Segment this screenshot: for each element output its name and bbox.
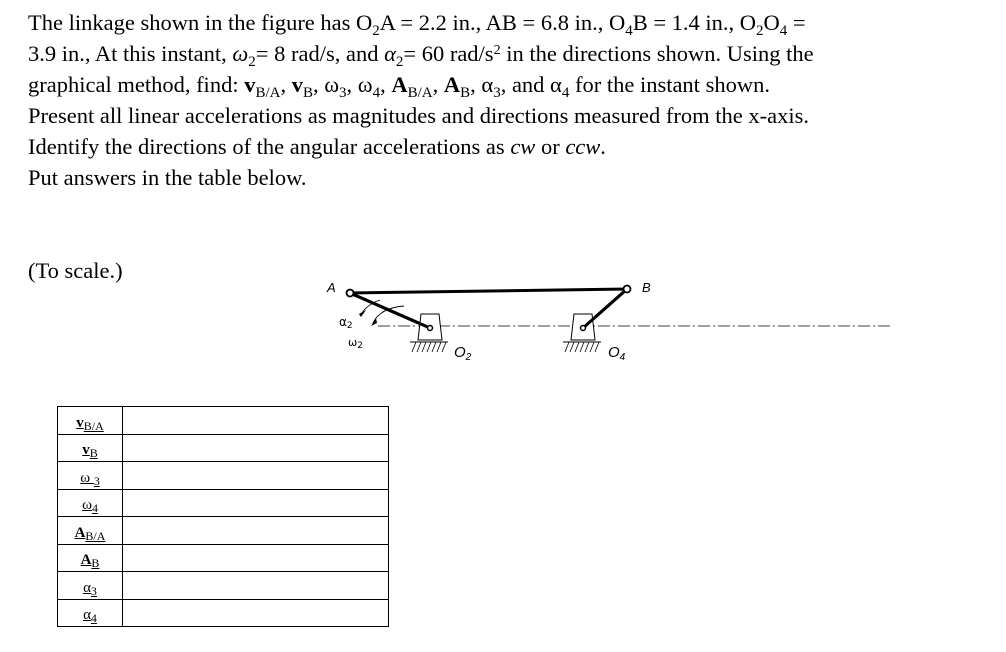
table-row (58, 544, 389, 572)
link-ab (350, 289, 627, 293)
answer-cell[interactable] (123, 489, 389, 517)
pin-o4 (581, 326, 586, 331)
text-segment: ω (232, 41, 249, 66)
text-segment: B (460, 85, 471, 101)
text-segment: , and α (500, 72, 562, 97)
text-segment: = 8 rad/s, and (255, 41, 385, 66)
text-segment: or (535, 134, 566, 159)
text-segment: , (432, 72, 444, 97)
pin-a (347, 290, 354, 297)
text-segment: ccw (565, 134, 601, 159)
table-row (58, 434, 389, 462)
pin-b (624, 286, 631, 293)
text-segment: 4 (372, 85, 381, 101)
row-label: ω $_3$ (58, 462, 123, 490)
text-segment: 4 (625, 23, 633, 39)
text-segment: 3 (339, 85, 347, 101)
text-segment: v (244, 72, 256, 97)
text-segment: 4 (779, 23, 788, 39)
row-label: $v_B$ (58, 434, 123, 462)
row-label: $A_B$ (58, 544, 123, 572)
text-segment: graphical method, find: (28, 72, 245, 97)
row-label: $v_{B/A}$ (58, 407, 123, 435)
text-segment: in the directions shown. Using the (500, 41, 814, 66)
row-label: $\alpha_3$ (58, 572, 123, 600)
text-segment: A (391, 72, 408, 97)
text-segment: 2 (395, 54, 404, 70)
text-segment: , ω (346, 72, 373, 97)
text-segment: 4 (561, 85, 570, 101)
text-segment: 2 (493, 43, 501, 58)
text-segment: v (291, 72, 303, 97)
text-segment: Identify the directions of the angular accelerations as (28, 134, 511, 159)
scale-note: (To scale.) (28, 258, 123, 283)
text-segment: A = 2.2 in., AB = 6.8 in., O (379, 10, 626, 35)
text-segment: . (600, 134, 606, 159)
text-segment: , ω (312, 72, 340, 97)
text-segment: = 60 rad/s (403, 41, 494, 66)
label-b: B (642, 280, 651, 295)
table-row (58, 572, 389, 600)
table-row (58, 407, 389, 435)
text-segment: for the instant shown. (569, 72, 770, 97)
text-segment: 2 (248, 54, 256, 70)
text-segment: , (280, 72, 292, 97)
answer-cell[interactable] (123, 434, 389, 462)
answer-table (57, 406, 389, 627)
text-segment: α (384, 41, 396, 66)
label-a: A (327, 280, 336, 295)
answer-cell[interactable] (123, 572, 389, 600)
text-segment: B/A (255, 85, 281, 101)
ground-support-o4 (563, 314, 601, 352)
answer-cell[interactable] (123, 544, 389, 572)
text-segment: 3.9 in., At this instant, (28, 41, 233, 66)
ground-support-o2 (410, 314, 448, 352)
text-segment: 2 (756, 23, 764, 39)
row-label: $\alpha_4$ (58, 599, 123, 627)
text-segment: = (787, 10, 806, 35)
text-segment: B/A (407, 85, 433, 101)
text-segment: 2 (372, 23, 380, 39)
answer-cell[interactable] (123, 407, 389, 435)
table-row (58, 599, 389, 627)
table-row (58, 517, 389, 545)
answer-cell[interactable] (123, 517, 389, 545)
text-segment: A (443, 72, 461, 97)
pin-o2 (428, 326, 433, 331)
label-o2: $O_2$ (454, 344, 472, 363)
text-segment: cw (510, 134, 536, 159)
text-segment: Present all linear accelerations as magnitudes and directions measured from the x-axis. (28, 103, 809, 128)
row-label: $A_{B/A}$ (58, 517, 123, 545)
text-segment: B (302, 85, 313, 101)
text-segment: , (380, 72, 392, 97)
text-segment: Put answers in the table below. (28, 165, 307, 190)
label-alpha2: α2 (339, 315, 353, 331)
answer-cell[interactable] (123, 599, 389, 627)
label-o4: $O_4$ (608, 344, 626, 363)
row-label: $\omega_4$ (58, 489, 123, 517)
text-segment: B = 1.4 in., O (632, 10, 757, 35)
table-row (58, 462, 389, 490)
text-segment: 3 (493, 85, 501, 101)
text-segment: O (763, 10, 780, 35)
label-omega2: ω2 (348, 336, 363, 351)
text-segment: The linkage shown in the figure has O (28, 10, 373, 35)
answer-cell[interactable] (123, 462, 389, 490)
text-segment: , α (470, 72, 494, 97)
table-row (58, 489, 389, 517)
